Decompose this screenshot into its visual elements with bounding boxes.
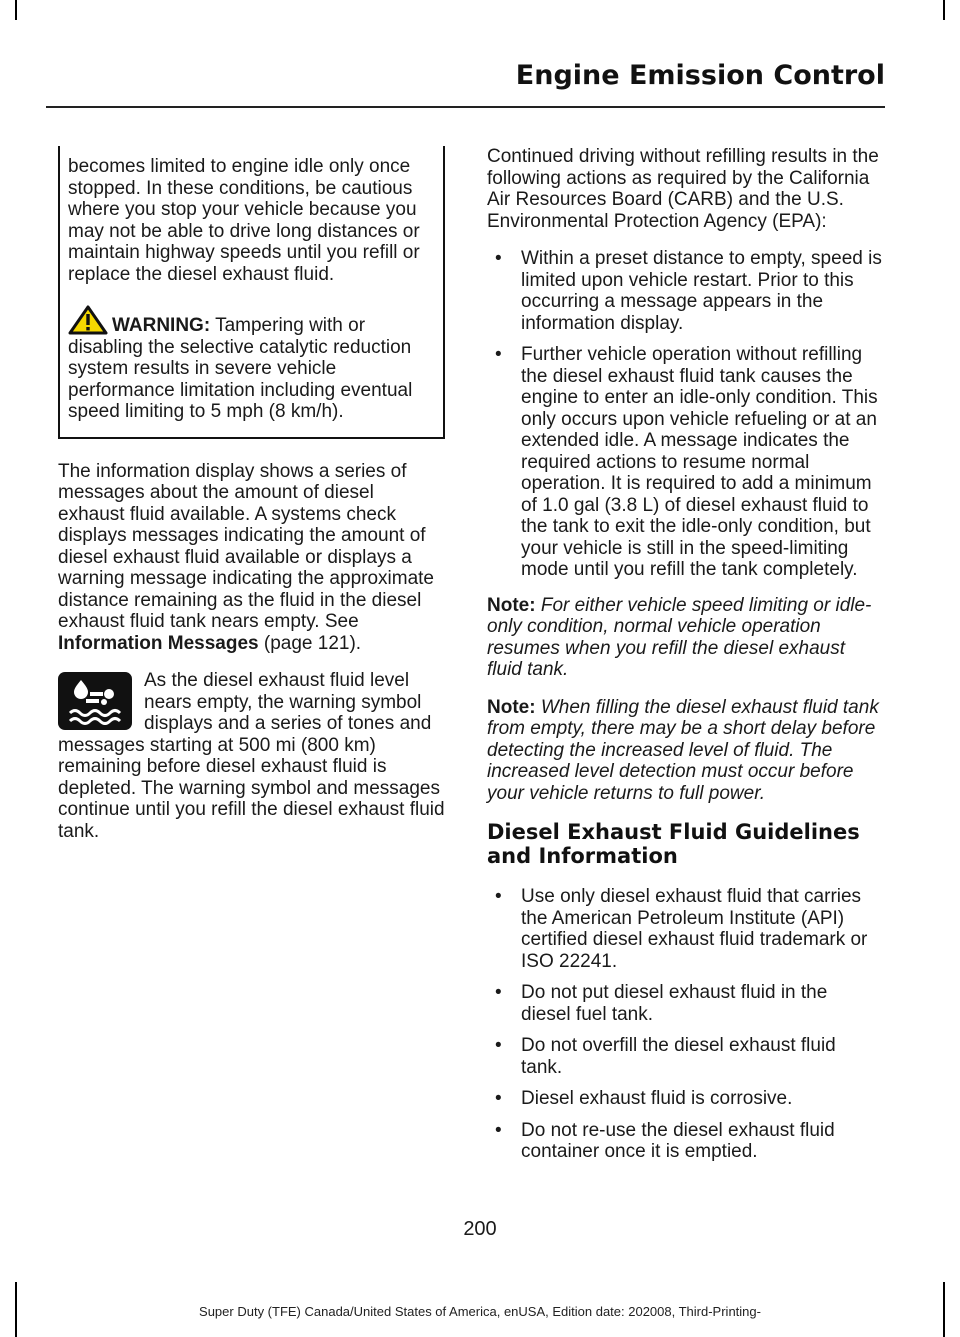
section-heading: Diesel Exhaust Fluid Guidelines and Information (487, 820, 860, 868)
warning-triangle-icon (68, 305, 108, 335)
info-display-page-ref: (page 121). (258, 632, 362, 654)
fluid-level-text: As the diesel exhaust fluid level nears empty, the warning symbol displays and a series of tones and messages starting at 500 mi (800 km) remaining before diesel exhaust fluid is depleted. The warning symbol and messages continue until you refill the diesel exhaust fluid tank. (58, 670, 445, 842)
list-item: • Further vehicle operation without refilling the diesel exhaust fluid tank causes the engine to enter an idle-only condition. This only occurs upon vehicle refueling or at an extended idle. A message indicates the required actions to resume normal operation. It is required to add a minimum of 1.0 gal (3.8 L) of diesel exhaust fluid to the tank to exit the idle-only condition, but your vehicle is still in the speed-limiting mode until you refill the tank completely. (487, 344, 882, 581)
list-item: • Within a preset distance to empty, speed is limited upon vehicle restart. Prior to this occurring a message appears in the information display. (487, 248, 882, 334)
crop-mark-top-right (943, 0, 945, 20)
warning-label: WARNING: (112, 315, 211, 336)
driving-actions-list (487, 248, 882, 581)
list-item: • Do not put diesel exhaust fluid in the diesel fuel tank. (487, 982, 882, 1025)
fluid-level-paragraph (58, 670, 445, 842)
page-number: 200 (463, 1218, 497, 1240)
page-title: Engine Emission Control (515, 60, 885, 91)
warning-box (58, 146, 445, 439)
title-divider (46, 106, 885, 108)
warning-text: Tampering with or disabling the selective catalytic reduction system results in severe vehicle performance limitation including eventual speed limiting to 5 mph (8 km/h). (68, 315, 413, 422)
note-paragraph (487, 595, 882, 681)
list-item: • Do not re-use the diesel exhaust fluid container once it is emptied. (487, 1120, 882, 1163)
list-item: • Diesel exhaust fluid is corrosive. (487, 1088, 882, 1110)
list-item: • Do not overfill the diesel exhaust fluid tank. (487, 1035, 882, 1078)
crop-mark-top-left (15, 0, 17, 20)
box-continued-text: becomes limited to engine idle only once stopped. In these conditions, be cautious where you stop your vehicle because you may not be able to drive long distances or maintain highway speeds until you refill or replace the diesel exhaust fluid. (68, 156, 420, 285)
info-display-text: The information display shows a series of messages about the amount of diesel exhaust fluid available. A systems check displays messages indicating the amount of diesel exhaust fluid available or displays a warning message indicating the approximate distance remaining as the fluid in the diesel exhaust fluid tank nears empty. See (58, 460, 434, 632)
right-column (487, 146, 882, 1177)
note-label: Note: (487, 696, 536, 718)
list-item: • Use only diesel exhaust fluid that carries the American Petroleum Institute (API) certified diesel exhaust fluid trademark or ISO 22241. (487, 886, 882, 972)
information-messages-link[interactable]: Information Messages (58, 632, 259, 654)
diesel-exhaust-fluid-warning-icon (58, 672, 132, 730)
note-paragraph (487, 697, 882, 805)
continued-driving-intro: Continued driving without refilling results in the following actions as required by the California Air Resources Board (CARB) and the U.S. Environmental Protection Agency (EPA): (487, 146, 879, 232)
edition-footer: Super Duty (TFE) Canada/United States of America, enUSA, Edition date: 202008, Third-Printing- (199, 1304, 761, 1319)
info-display-paragraph (58, 461, 445, 655)
note-text: For either vehicle speed limiting or idle-only condition, normal vehicle operation resumes when you refill the diesel exhaust fluid tank. (487, 594, 872, 680)
left-column (58, 146, 445, 842)
warning-paragraph (68, 305, 435, 423)
guidelines-list (487, 886, 882, 1163)
note-label: Note: (487, 594, 536, 616)
note-text: When filling the diesel exhaust fluid tank from empty, there may be a short delay before detecting the increased level of fluid. The increased level detection must occur before your vehicle returns to full power. (487, 696, 879, 804)
